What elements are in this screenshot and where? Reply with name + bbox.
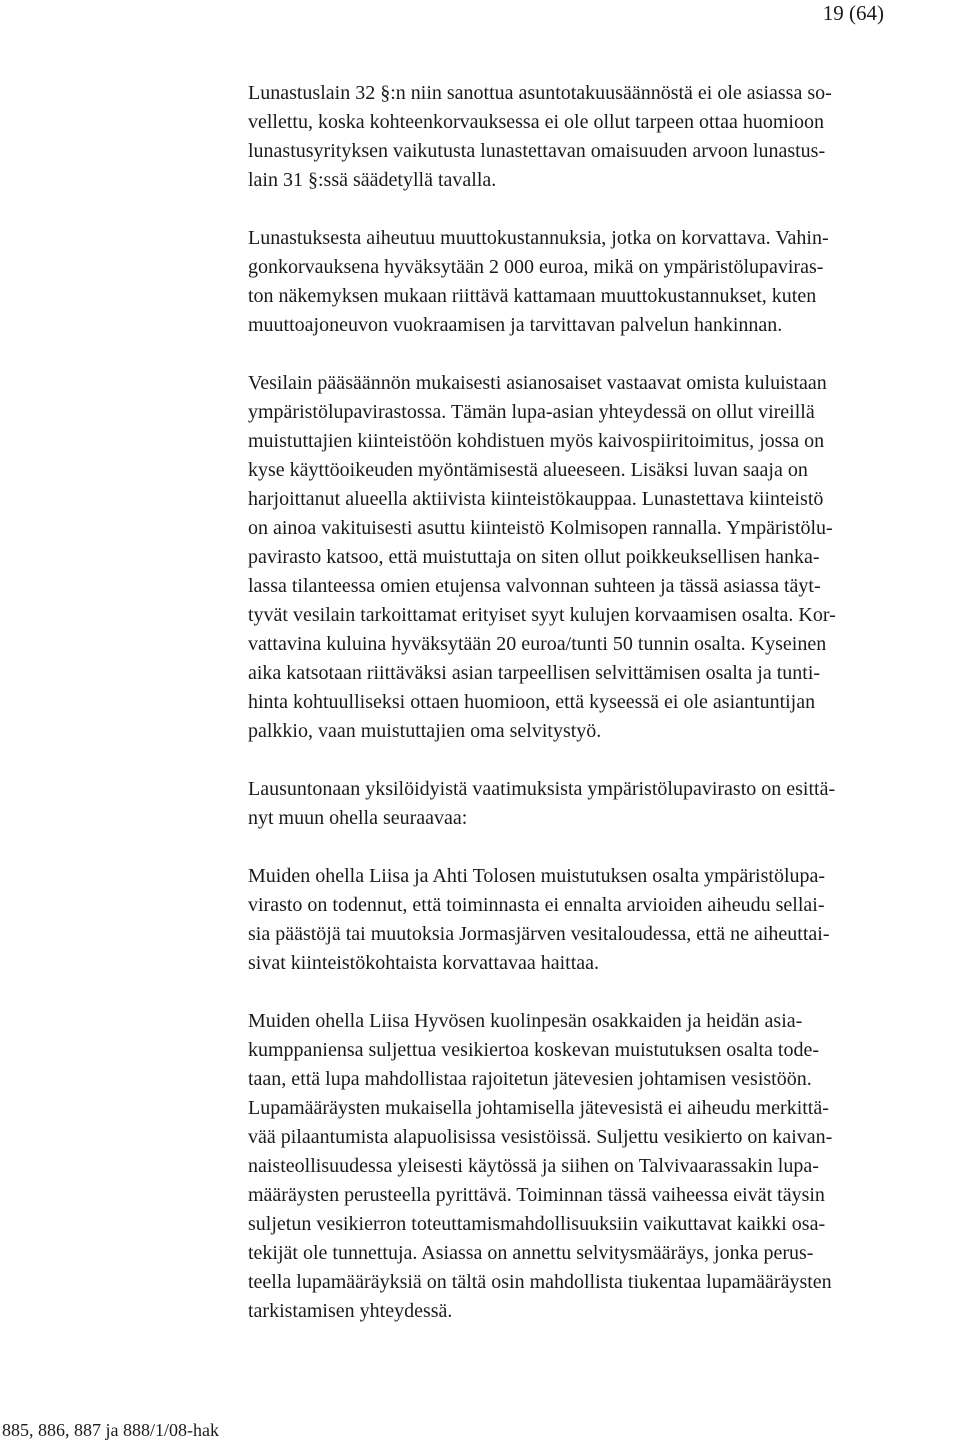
text-line: lunastusyrityksen vaikutusta lunastettavan omaisuuden arvoon lunastus- — [248, 140, 826, 162]
text-line: on ainoa vakituisesti asuttu kiinteistö Kolmisopen rannalla. Ympäristölu- — [248, 517, 833, 539]
document-reference: 885, 886, 887 ja 888/1/08-hak — [2, 1420, 219, 1440]
paragraph — [248, 224, 960, 340]
text-line: kyse käyttöoikeuden myöntämisestä alueeseen. Lisäksi luvan saaja on — [248, 459, 808, 481]
paragraph-gap — [248, 195, 960, 224]
text-line: sia päästöjä tai muutoksia Jormasjärven vesitaloudessa, että ne aiheuttai- — [248, 923, 830, 945]
text-line: nyt muun ohella seuraavaa: — [248, 807, 468, 829]
text-line: harjoittanut alueella aktiivista kiinteistökauppaa. Lunastettava kiinteistö — [248, 488, 824, 510]
text-line: naisteollisuudessa yleisesti käytössä ja siihen on Talvivaarassakin lupa- — [248, 1155, 819, 1177]
text-line: Lupamääräysten mukaisella johtamisella jätevesistä ei aiheudu merkittä- — [248, 1097, 829, 1119]
paragraph-gap — [248, 746, 960, 775]
text-line: Lunastuksesta aiheutuu muuttokustannuksia, jotka on korvattava. Vahin- — [248, 227, 829, 249]
text-line: Lausuntonaan yksilöidyistä vaatimuksista ympäristölupavirasto on esittä- — [248, 778, 836, 800]
text-line: virasto on todennut, että toiminnasta ei ennalta arvioiden aiheudu sellai- — [248, 894, 825, 916]
text-line: tekijät ole tunnettuja. Asiassa on annettu selvitysmääräys, jonka perus- — [248, 1242, 814, 1264]
text-line: sivat kiinteistökohtaista korvattavaa haittaa. — [248, 952, 600, 974]
text-line: Muiden ohella Liisa Hyvösen kuolinpesän osakkaiden ja heidän asia- — [248, 1010, 803, 1032]
text-line: aika katsotaan riittäväksi asian tarpeellisen selvittämisen osalta ja tunti- — [248, 662, 821, 684]
text-line: lain 31 §:ssä säädetyllä tavalla. — [248, 169, 497, 191]
paragraph — [248, 79, 960, 195]
text-line: gonkorvauksena hyväksytään 2 000 euroa, mikä on ympäristölupaviras- — [248, 256, 824, 278]
text-line: ton näkemyksen mukaan riittävä kattamaan muuttokustannukset, kuten — [248, 285, 817, 307]
text-line: Vesilain pääsäännön mukaisesti asianosaiset vastaavat omista kuluistaan — [248, 372, 827, 394]
text-line: määräysten perusteella pyrittävä. Toiminnan tässä vaiheessa eivät täysin — [248, 1184, 825, 1206]
text-line: tyvät vesilain tarkoittamat erityiset syyt kulujen korvaamisen osalta. Kor- — [248, 604, 836, 626]
text-line: tarkistamisen yhteydessä. — [248, 1300, 453, 1322]
page-number: 19 (64) — [822, 1, 884, 25]
text-line: hinta kohtuulliseksi ottaen huomioon, että kyseessä ei ole asiantuntijan — [248, 691, 816, 713]
text-line: suljetun vesikierron toteuttamismahdollisuuksiin vaikuttavat kaikki osa- — [248, 1213, 826, 1235]
text-line: kumppaniensa suljettua vesikiertoa koskevan muistutuksen osalta tode- — [248, 1039, 819, 1061]
text-line: muistuttajien kiinteistöön kohdistuen myös kaivospiiritoimitus, jossa on — [248, 430, 825, 452]
paragraph-gap — [248, 833, 960, 862]
paragraph — [248, 1007, 960, 1326]
paragraph — [248, 862, 960, 978]
text-line: lassa tilanteessa omien etujensa valvonnan suhteen ja tässä asiassa täyt- — [248, 575, 821, 597]
paragraph-gap — [248, 340, 960, 369]
text-line: vattavina kuluina hyväksytään 20 euroa/tunti 50 tunnin osalta. Kyseinen — [248, 633, 827, 655]
text-line: muuttoajoneuvon vuokraamisen ja tarvittavan palvelun hankinnan. — [248, 314, 783, 336]
text-line: palkkio, vaan muistuttajien oma selvitystyö. — [248, 720, 602, 742]
text-line: teella lupamääräyksiä on tältä osin mahdollista tiukentaa lupamääräysten — [248, 1271, 832, 1293]
text-line: Lunastuslain 32 §:n niin sanottua asuntotakuusäännöstä ei ole asiassa so- — [248, 82, 832, 104]
document-body — [248, 79, 960, 1326]
text-line: pavirasto katsoo, että muistuttaja on siten ollut poikkeuksellisen hanka- — [248, 546, 820, 568]
text-line: Muiden ohella Liisa ja Ahti Tolosen muistutuksen osalta ympäristölupa- — [248, 865, 826, 887]
text-line: vellettu, koska kohteenkorvauksessa ei ole ollut tarpeen ottaa huomioon — [248, 111, 824, 133]
text-line: taan, että lupa mahdollistaa rajoitetun jätevesien johtamisen vesistöön. — [248, 1068, 812, 1090]
paragraph-gap — [248, 978, 960, 1007]
text-line: vää pilaantumista alapuolisissa vesistöissä. Suljettu vesikierto on kaivan- — [248, 1126, 833, 1148]
paragraph — [248, 775, 960, 833]
paragraph — [248, 369, 960, 746]
text-line: ympäristölupavirastossa. Tämän lupa-asian yhteydessä on ollut vireillä — [248, 401, 815, 423]
